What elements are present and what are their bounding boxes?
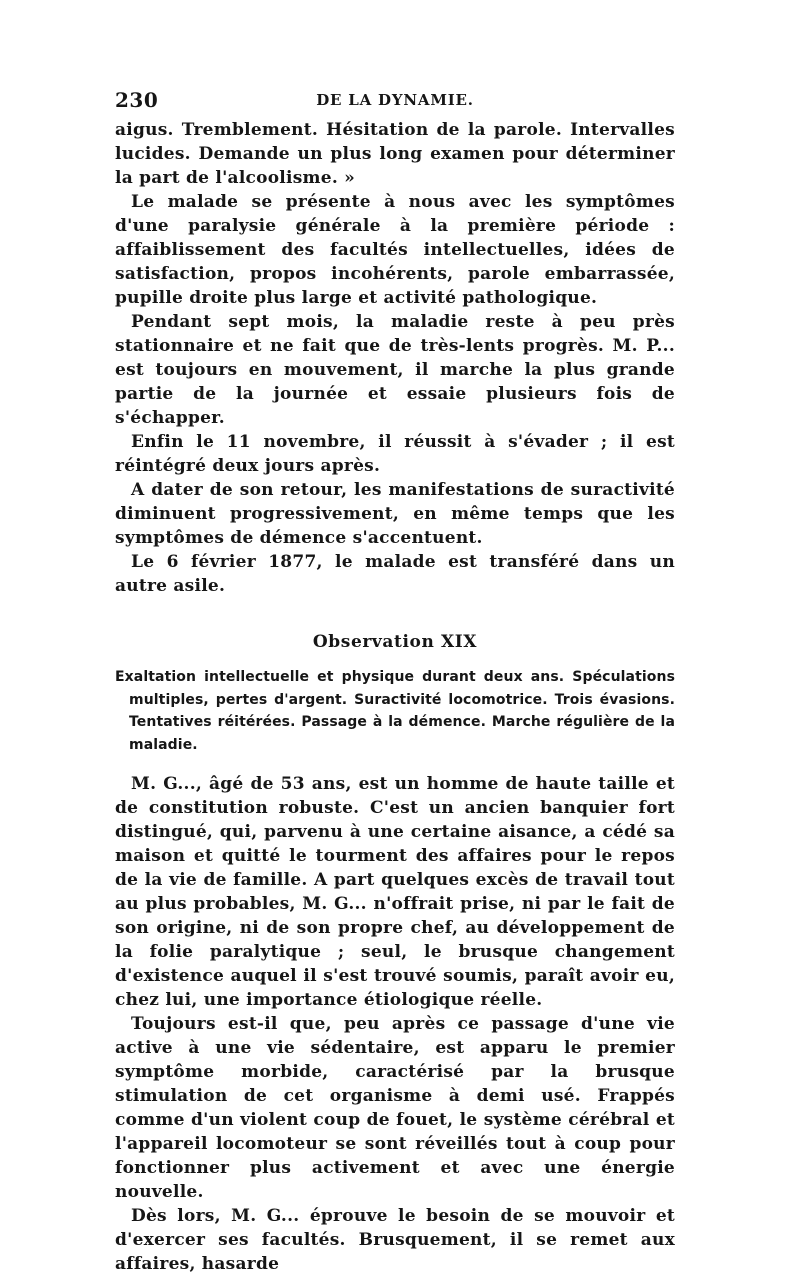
paragraph-text: aigus. Tremblement. Hésitation de la parole. Intervalles lucides. Demande un plus long examen pour déterminer la part de l'alcoolisme. » — [115, 120, 675, 188]
paragraph-text: Le malade se présente à nous avec les symptômes d'une paralysie générale à la première période : affaiblissement des facultés intellectuelles, idées de satisfaction, propos incohérents, parole embarrassée, pupille droite plus large et activité pathologique. — [115, 192, 675, 308]
running-header — [115, 88, 675, 118]
observation-summary: Exaltation intellectuelle et physique durant deux ans. Spéculations multiples, pertes d'argent. Suractivité locomotrice. Trois évasions. Tentatives réitérées. Passage à la démence. Marche régulière de la maladie. — [115, 669, 675, 753]
paragraph-text: Toujours est-il que, peu après ce passage d'une vie active à une vie sédentaire, est apparu le premier symptôme morbide, caractérisé par la brusque stimulation de cet organisme à demi usé. Frappés comme d'un violent coup de fouet, le système cérébral et l'appareil locomoteur se sont réveillés tout à coup pour fonctionner plus activement et avec une énergie nouvelle. — [115, 1014, 675, 1202]
paragraph-text: M. G..., âgé de 53 ans, est un homme de haute taille et de constitution robuste. C'est un ancien banquier fort distingué, qui, parvenu à une certaine aisance, a cédé sa maison et quitté le tourment des affaires pour le repos de la vie de famille. A part quelques excès de travail tout au plus probables, M. G... n'offrait prise, ni par le fait de son origine, ni de son propre chef, au développement de la folie paralytique ; seul, le brusque changement d'existence auquel il s'est trouvé soumis, paraît avoir eu, chez lui, une importance étiologique réelle. — [115, 774, 675, 1010]
observation-heading: Observation XIX — [312, 632, 478, 652]
observation-body — [115, 772, 675, 1276]
paragraph-text: Dès lors, M. G... éprouve le besoin de se mouvoir et d'exercer ses facultés. Brusquement, il se remet aux affaires, hasarde — [115, 1206, 675, 1274]
book-page — [115, 88, 675, 1276]
paragraph-text: A dater de son retour, les manifestations de suractivité diminuent progressivement, en même temps que les symptômes de démence s'accentuent. — [115, 480, 675, 548]
page-number: 230 — [115, 88, 159, 112]
paragraph-text: Enfin le 11 novembre, il réussit à s'évader ; il est réintégré deux jours après. — [115, 432, 675, 476]
case-continuation — [115, 118, 675, 598]
paragraph-text: Le 6 février 1877, le malade est transféré dans un autre asile. — [115, 552, 675, 596]
paragraph-text: Pendant sept mois, la maladie reste à peu près stationnaire et ne fait que de très-lents progrès. M. P... est toujours en mouvement, il marche la plus grande partie de la journée et essaie plusieurs fois de s'échapper. — [115, 312, 675, 428]
running-title: DE LA DYNAMIE. — [316, 91, 474, 109]
